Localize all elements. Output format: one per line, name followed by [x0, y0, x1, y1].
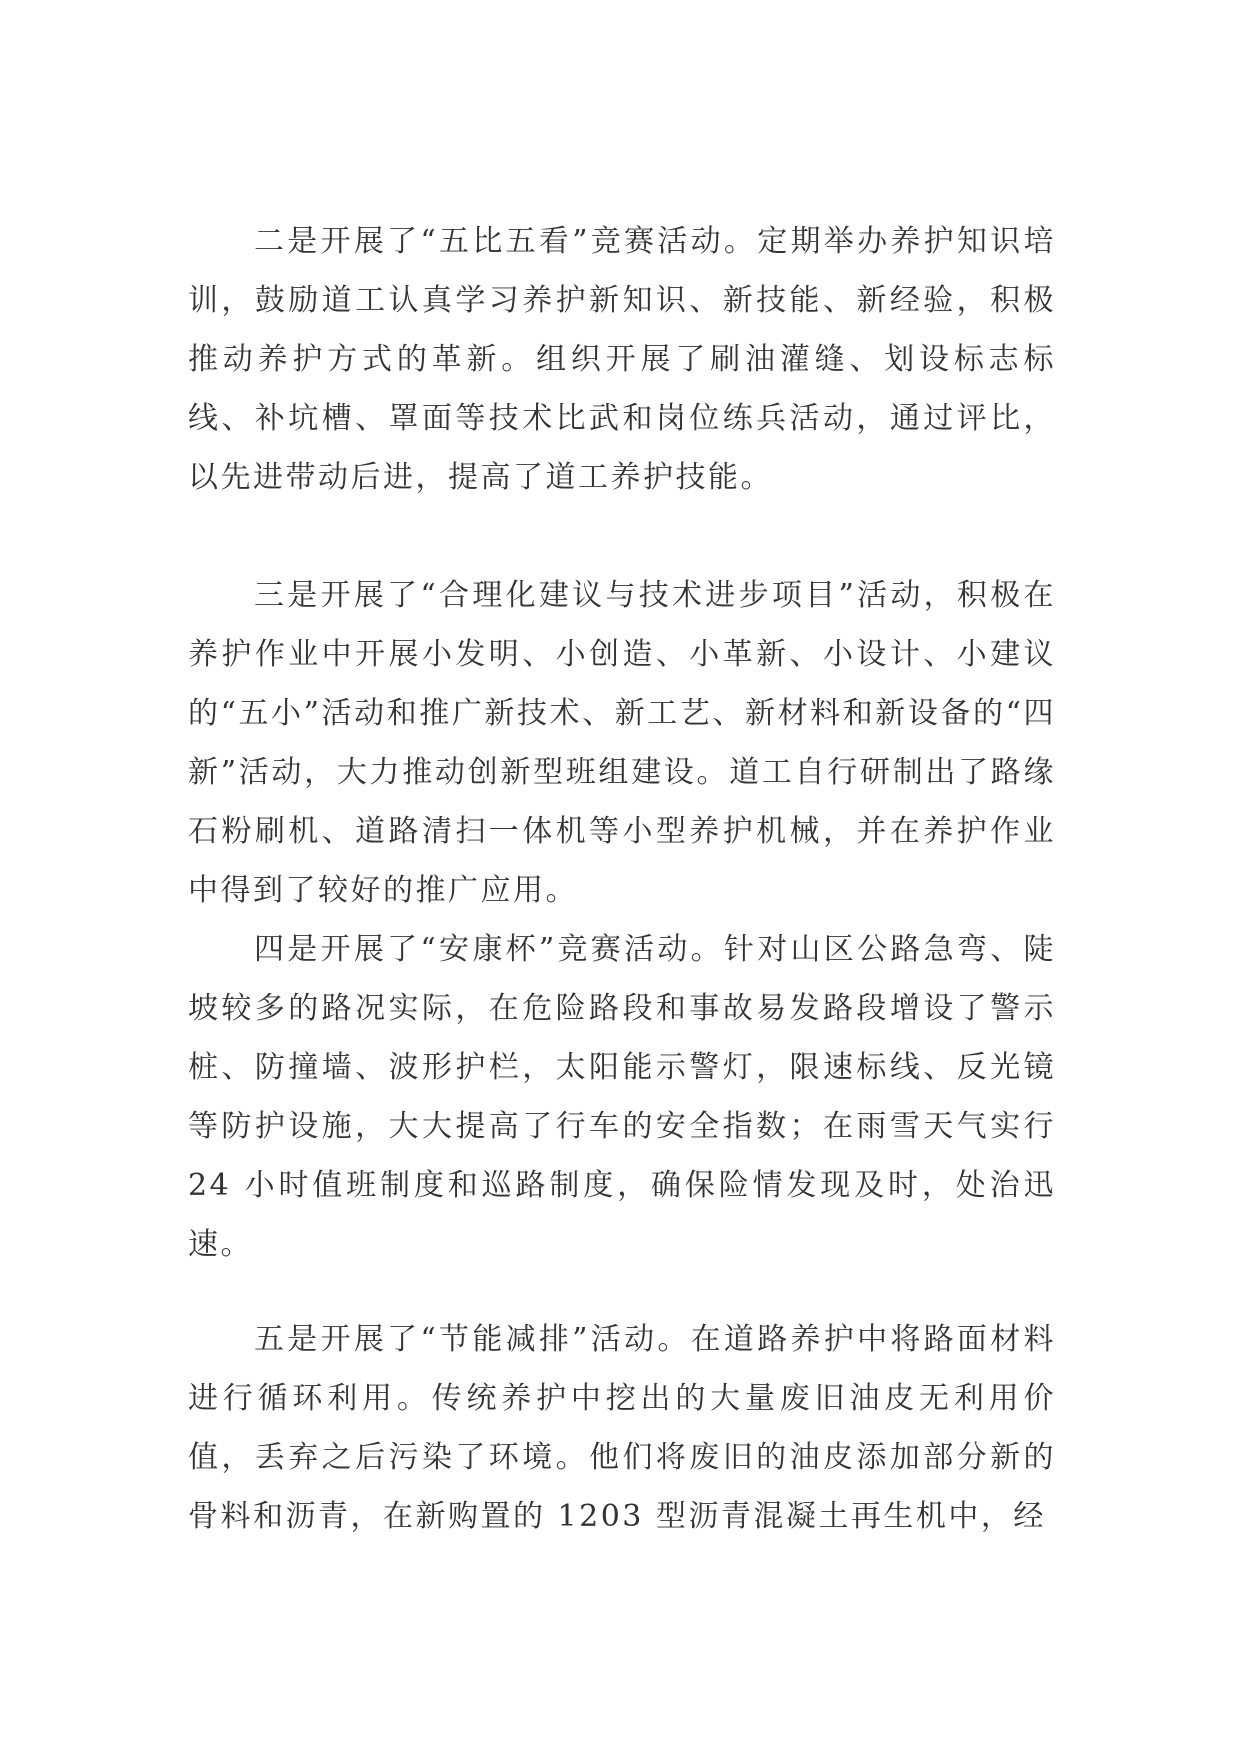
paragraph-energy-saving: 五是开展了“节能减排”活动。在道路养护中将路面材料进行循环利用。传统养护中挖出的大量废旧油皮无利用价值，丢弃之后污染了环境。他们将废旧的油皮添加部分新的骨料和沥青，在新购置的 1203 型沥青混凝土再生机中，经 — [188, 1322, 1056, 1534]
paragraph-wubi-wukan: 二是开展了“五比五看”竞赛活动。定期举办养护知识培训，鼓励道工认真学习养护新知识、新技能、新经验，积极推动养护方式的革新。组织开展了刷油灌缝、划设标志标线、补坑槽、罩面等技术比武和岗位练兵活动，通过评比，以先进带动后进，提高了道工养护技能。 — [188, 224, 1056, 495]
paragraph-rationalization-proposals: 三是开展了“合理化建议与技术进步项目”活动，积极在养护作业中开展小发明、小创造、小革新、小设计、小建议的“五小”活动和推广新技术、新工艺、新材料和新设备的“四新”活动，大力推动创新型班组建设。道工自行研制出了路缘石粉刷机、道路清扫一体机等小型养护机械，并在养护作业中得到了较好的推广应用。 — [188, 578, 1056, 908]
paragraph-ankang-cup: 四是开展了“安康杯”竞赛活动。针对山区公路急弯、陡坡较多的路况实际，在危险路段和事故易发路段增设了警示桩、防撞墙、波形护栏，太阳能示警灯，限速标线、反光镜等防护设施，大大提高了行车的安全指数；在雨雪天气实行 24 小时值班制度和巡路制度，确保险情发现及时，处治迅速。 — [188, 932, 1056, 1262]
